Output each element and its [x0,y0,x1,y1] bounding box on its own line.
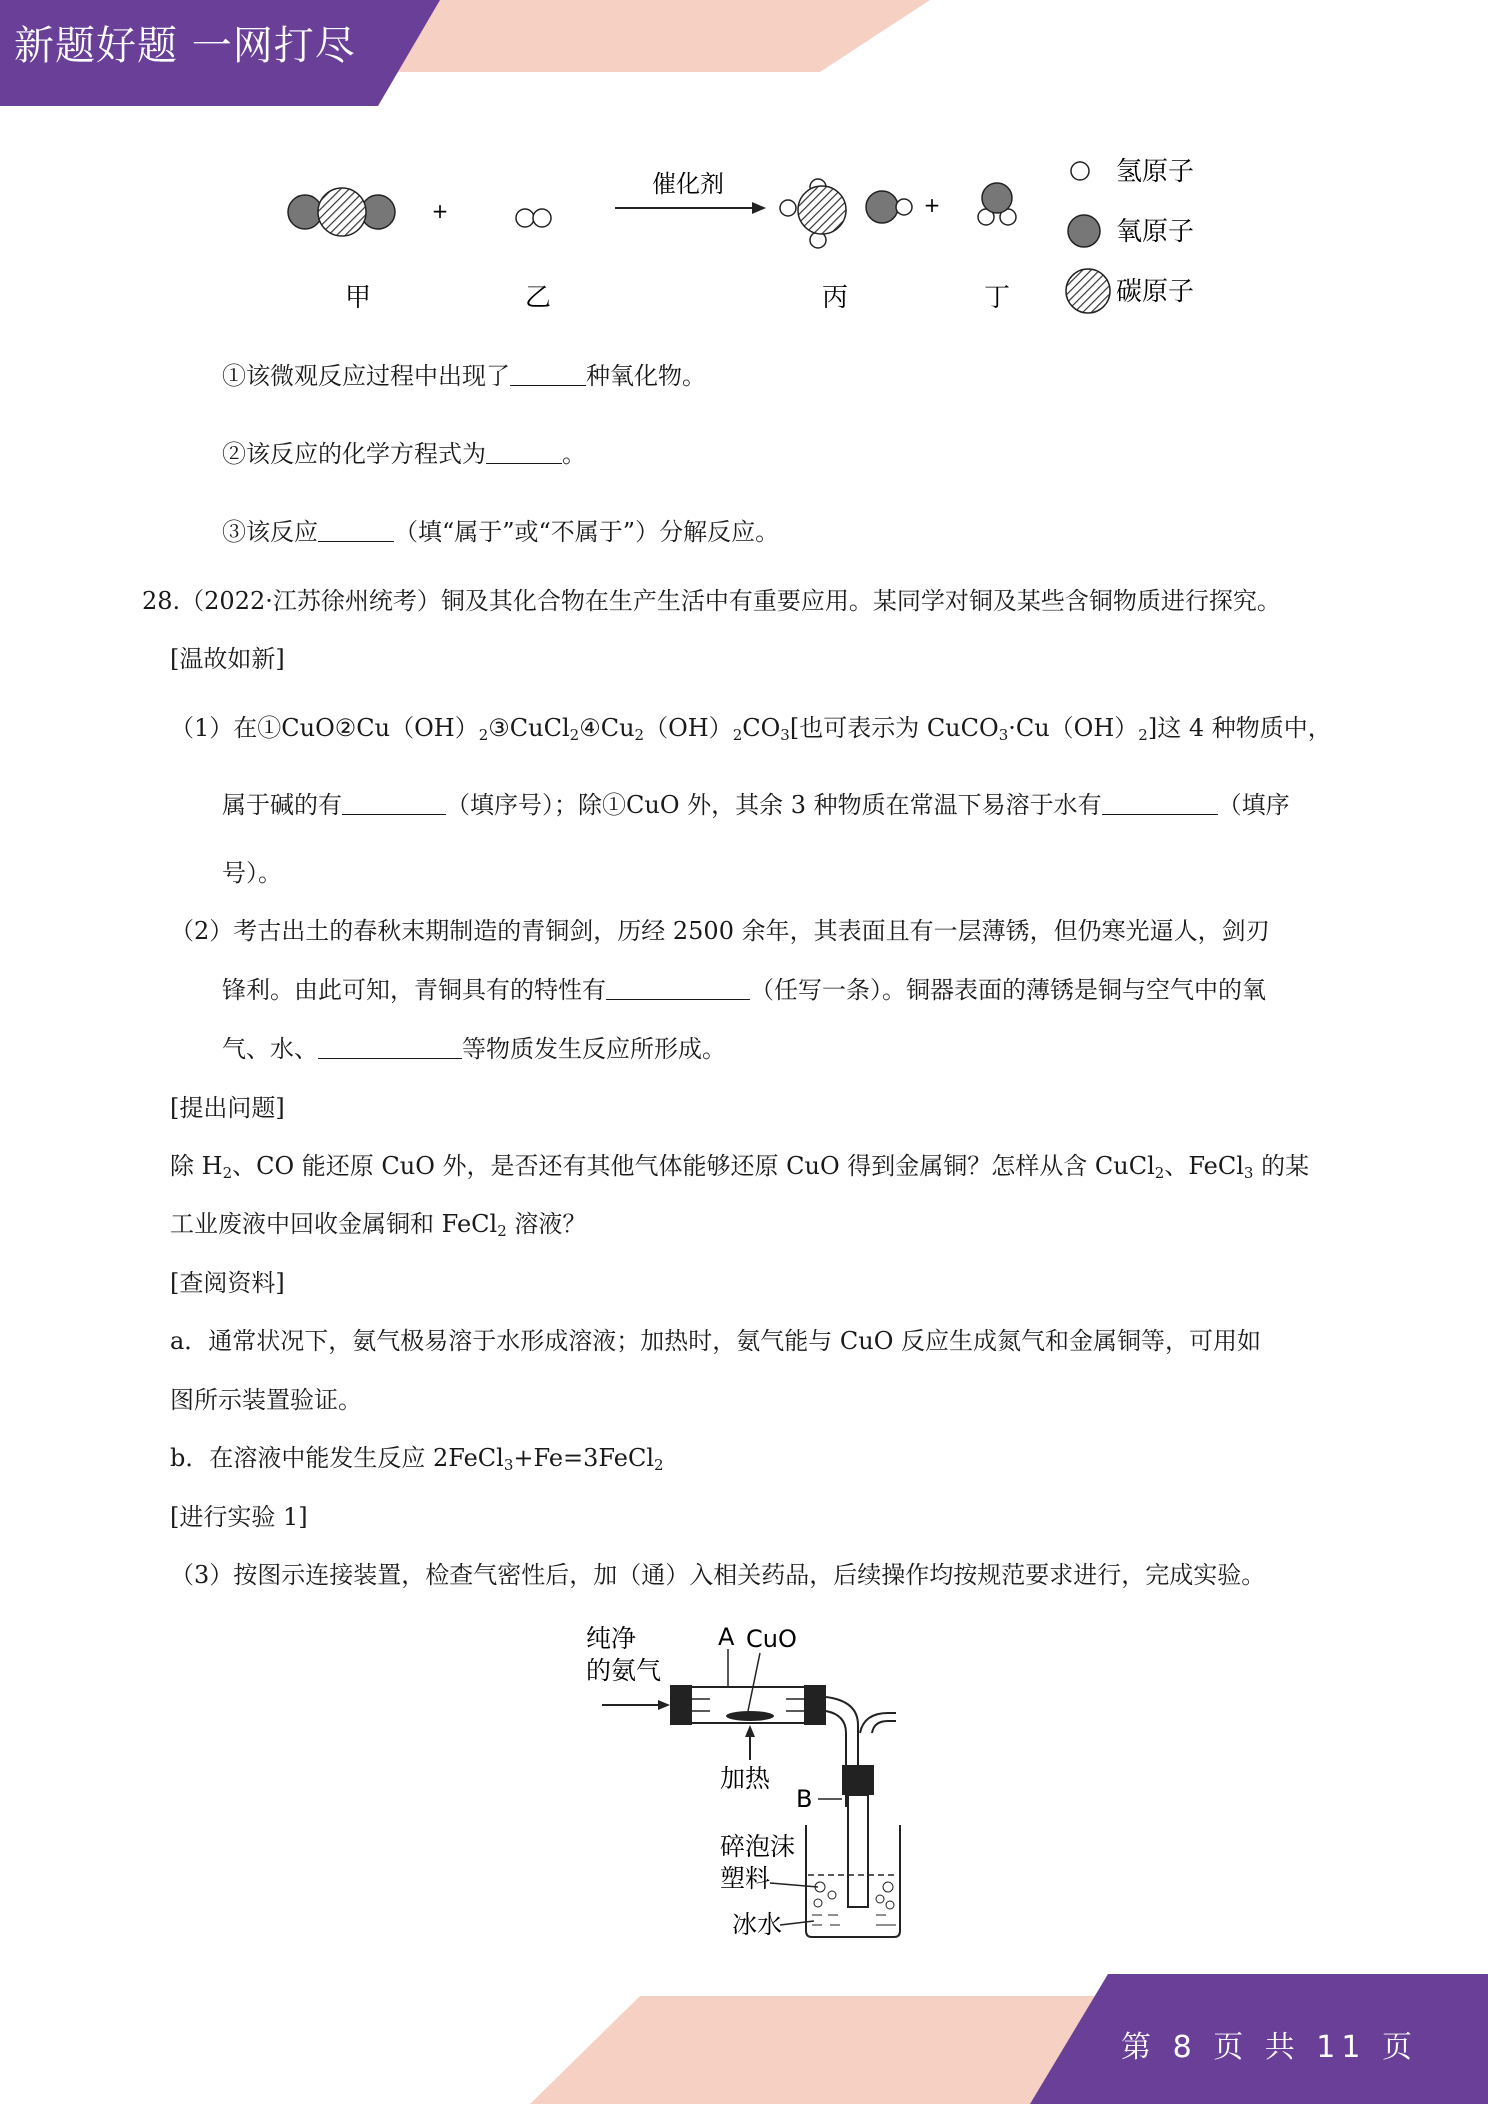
question-line1: 除 $H_2$、CO 能还原 CuO 外，是否还有其他气体能够还原 CuO 得到金属铜？怎样从含 CuCl$_2$、FeCl$_3$ 的某 [170,1152,1310,1182]
q27-item1: ①该微观反应过程中出现了 种氧化物。 [222,362,706,390]
molecule-yi [516,209,551,227]
q28-part1-line3: 号）。 [222,859,282,887]
catalyst-label: 催化剂 [652,170,724,198]
header-banner-text: 新题好题 一网打尽 [14,23,356,69]
label-foam-line1: 碎泡沫 [720,1832,796,1861]
plus-sign-2: + [923,193,941,217]
plus-sign-1: + [431,199,449,223]
question-line2: 工业废液中回收金属铜和 FeCl$_2$ 溶液？ [170,1210,587,1240]
label-heat: 加热 [720,1764,771,1793]
answer-blank[interactable] [1102,792,1218,815]
label-foam-line2: 塑料 [720,1864,771,1893]
q27-item3: ③该反应 （填“属于”或“不属于”）分解反应。 [222,518,780,546]
q28-part1-line1: （1）在$①CuO②Cu(OH)_2③CuCl_2④Cu_2(OH)_2CO_3$[也可表示为 $CuCO_3\cdot Cu(OH)_2$]这 4 种物质中， [170,714,1332,744]
reference-a-line2: 图所示装置验证。 [170,1386,362,1414]
q28-part2-line3: 气、水、 等物质发生反应所形成。 [222,1035,726,1063]
gas-label-line1: 纯净 [586,1624,637,1653]
label-yi: 乙 [524,283,552,313]
q28-part3-line1: （3）按图示连接装置，检查气密性后，加（通）入相关药品，后续操作均按规范要求进行，完成实验。 [170,1561,1266,1589]
stopper-b [842,1765,874,1795]
label-bing: 丙 [821,283,849,313]
label-icewater: 冰水 [732,1910,783,1939]
answer-blank[interactable] [486,441,562,464]
answer-blank[interactable] [318,1036,462,1059]
tube-a [670,1685,826,1725]
page-number: 第 8 页 共 11 页 [1121,2030,1418,2065]
atom-legend [1066,157,1194,313]
answer-blank[interactable] [510,363,586,386]
label-jia: 甲 [344,283,372,313]
heading-review: [温故如新] [170,645,285,673]
label-cuo: CuO [746,1625,797,1653]
heading-reference: [查阅资料] [170,1269,285,1297]
molecule-jia [288,188,395,236]
q28-stem: 28.（2022·江苏徐州统考）铜及其化合物在生产生活中有重要应用。某同学对铜及某些含铜物质进行探究。 [142,587,1281,615]
q27-item2: ②该反应的化学方程式为 。 [222,440,586,468]
molecule-ding [978,183,1016,225]
answer-blank[interactable] [342,792,446,815]
reaction-diagram [270,140,1230,330]
answer-blank[interactable] [318,519,394,542]
label-b: B [796,1785,813,1813]
molecule-bing [780,179,912,248]
legend-carbon: 碳原子 [1116,277,1195,307]
reference-b: b．在溶液中能发生反应 2FeCl$_3$+Fe=3FeCl$_2$ [170,1444,664,1474]
legend-hydrogen: 氢原子 [1116,157,1195,187]
answer-blank[interactable] [606,977,750,1000]
heading-experiment: [进行实验 1] [170,1503,308,1531]
legend-oxygen: 氧原子 [1116,217,1195,247]
heading-question: [提出问题] [170,1094,285,1122]
reference-a-line1: a．通常状况下，氨气极易溶于水形成溶液；加热时，氨气能与 CuO 反应生成氮气和金属铜等，可用如 [170,1327,1262,1355]
q28-part1-line2: 属于碱的有 （填序号）；除①CuO 外，其余 3 种物质在常温下易溶于水有 （填序 [222,791,1290,819]
q28-part2-line1: （2）考古出土的春秋末期制造的青铜剑，历经 2500 余年，其表面且有一层薄锈，但仍寒光逼人，剑刃 [170,917,1270,945]
apparatus-diagram [570,1615,910,1950]
label-ding: 丁 [983,283,1011,313]
gas-label-line2: 的氨气 [586,1656,662,1685]
label-a: A [718,1623,735,1651]
q28-part2-line2: 锋利。由此可知，青铜具有的特性有 （任写一条）。铜器表面的薄锈是铜与空气中的氧 [222,976,1266,1004]
